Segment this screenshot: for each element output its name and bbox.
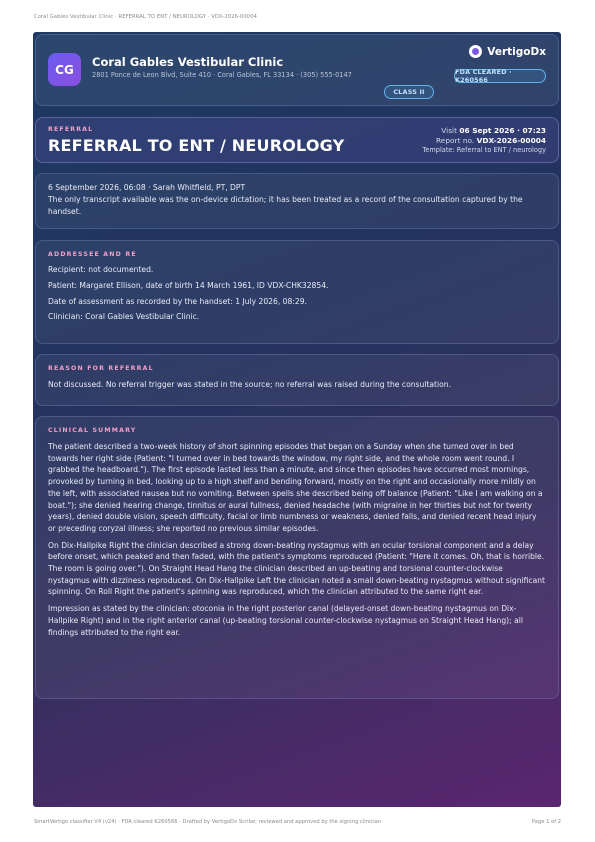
addressee-section bbox=[35, 240, 559, 344]
print-header: Coral Gables Vestibular Clinic · REFERRAL TO ENT / NEUROLOGY · VDX-2026-00004 bbox=[34, 14, 257, 20]
visit-datetime: 06 Sept 2026 · 07:23 bbox=[459, 126, 546, 135]
brand-name: VertigoDx bbox=[487, 45, 546, 58]
footer-provenance: SmartVertigo classifier V4 (v24) · FDA cleared K260566 · Drafted by VertigoDx Scribe; reviewed and approved by the signing clinician bbox=[34, 819, 382, 825]
intro-card bbox=[35, 173, 559, 229]
clinic-logo: CG bbox=[48, 53, 81, 86]
report-number: VDX-2026-00004 bbox=[476, 136, 546, 145]
report-title: REFERRAL TO ENT / NEUROLOGY bbox=[48, 136, 345, 155]
reason-text: Not discussed. No referral trigger was stated in the source; no referral was raised during the consultation. bbox=[48, 380, 451, 389]
report-meta bbox=[422, 126, 546, 155]
page-number: Page 1 of 2 bbox=[531, 819, 561, 825]
recipient-line: Recipient: not documented. bbox=[48, 265, 154, 274]
clinic-address: 2801 Ponce de Leon Blvd, Suite 410 · Coral Gables, FL 33134 · (305) 555-0147 bbox=[92, 71, 352, 79]
section-heading: CLINICAL SUMMARY bbox=[48, 427, 137, 434]
device-class-badge: CLASS II bbox=[384, 85, 434, 99]
reason-section bbox=[35, 354, 559, 406]
clinical-summary-section bbox=[35, 416, 559, 699]
patient-line: Patient: Margaret Ellison, date of birth 14 March 1961, ID VDX-CHK32854. bbox=[48, 280, 329, 290]
print-footer bbox=[34, 819, 561, 825]
brand-logo bbox=[469, 45, 546, 58]
report-page bbox=[33, 32, 561, 807]
section-heading: ADDRESSEE AND RE bbox=[48, 251, 137, 258]
clinician-line: Clinician: Coral Gables Vestibular Clinic. bbox=[48, 312, 200, 322]
clinic-header-card bbox=[35, 34, 559, 106]
fda-cleared-badge: FDA CLEARED · K260566 bbox=[454, 69, 546, 83]
dictation-note: The only transcript available was the on-device dictation; it has been treated as a record of the consultation captured by the handset. bbox=[48, 194, 523, 216]
report-kicker: REFERRAL bbox=[48, 126, 94, 133]
report-title-card bbox=[35, 117, 559, 163]
vertigodx-logo-icon bbox=[469, 45, 482, 58]
examination-paragraph: On Dix-Hallpike Right the clinician described a strong down-beating nystagmus with an ocular torsional component and a delay before onset, which peaked and then faded, with the patient's symptoms reproduced (Patient: "Here it comes. Oh, that is horrible. The room is going over."). On Straight Head Hang the clinician described an up-beating and torsional counter-clockwise nystagmus with dizziness reproduced. On Dix-Hallpike Left the clinician noted a small down-beating nystagmus without significant spinning. On Roll Right the patient's spinning was reproduced, which the clinician attributed to the same right ear. bbox=[48, 540, 546, 597]
clinic-name: Coral Gables Vestibular Clinic bbox=[92, 55, 284, 69]
visit-label: Visit bbox=[441, 126, 457, 135]
report-number-label: Report no. bbox=[435, 136, 475, 145]
assessment-date-line: Date of assessment as recorded by the handset: 1 July 2026, 08:29. bbox=[48, 296, 307, 306]
dictation-timestamp: 6 September 2026, 06:08 · Sarah Whitfield, PT, DPT bbox=[48, 183, 246, 192]
history-paragraph: The patient described a two-week history of short spinning episodes that began on a Sunday when she turned over in bed towards her right side (Patient: "I turned over in bed towards the window, my right side, and the whole room went round. I grabbed the headboard."). The first episode lasted less than a minute, and since then episodes have occurred most mornings, provoked by turning in bed, looking up to a high shelf and bending forward, mostly on the right and occasionally more mildly on the left, with associated nausea but no vomiting. Between spells she described being off balance (Patient: "Like I am walking on a boat."); she denied hearing change, tinnitus or aural fullness, denied headache (with migraine in her thirties but not for twenty years), denied double vision, speech difficulty, facial or limb numbness or weakness, denied falls, and denied recent head injury or preceding coryzal illness; she reported no previous similar episodes. bbox=[48, 442, 543, 533]
impression-paragraph: Impression as stated by the clinician: otoconia in the right posterior canal (delayed-onset down-beating nystagmus on Dix-Hallpike Right) and in the right anterior canal (up-beating torsional counter-clockwise nystagmus on Straight Head Hang); all findings attributed to the right ear. bbox=[48, 604, 523, 637]
template-name: Template: Referral to ENT / neurology bbox=[422, 146, 546, 154]
section-heading: REASON FOR REFERRAL bbox=[48, 365, 154, 372]
